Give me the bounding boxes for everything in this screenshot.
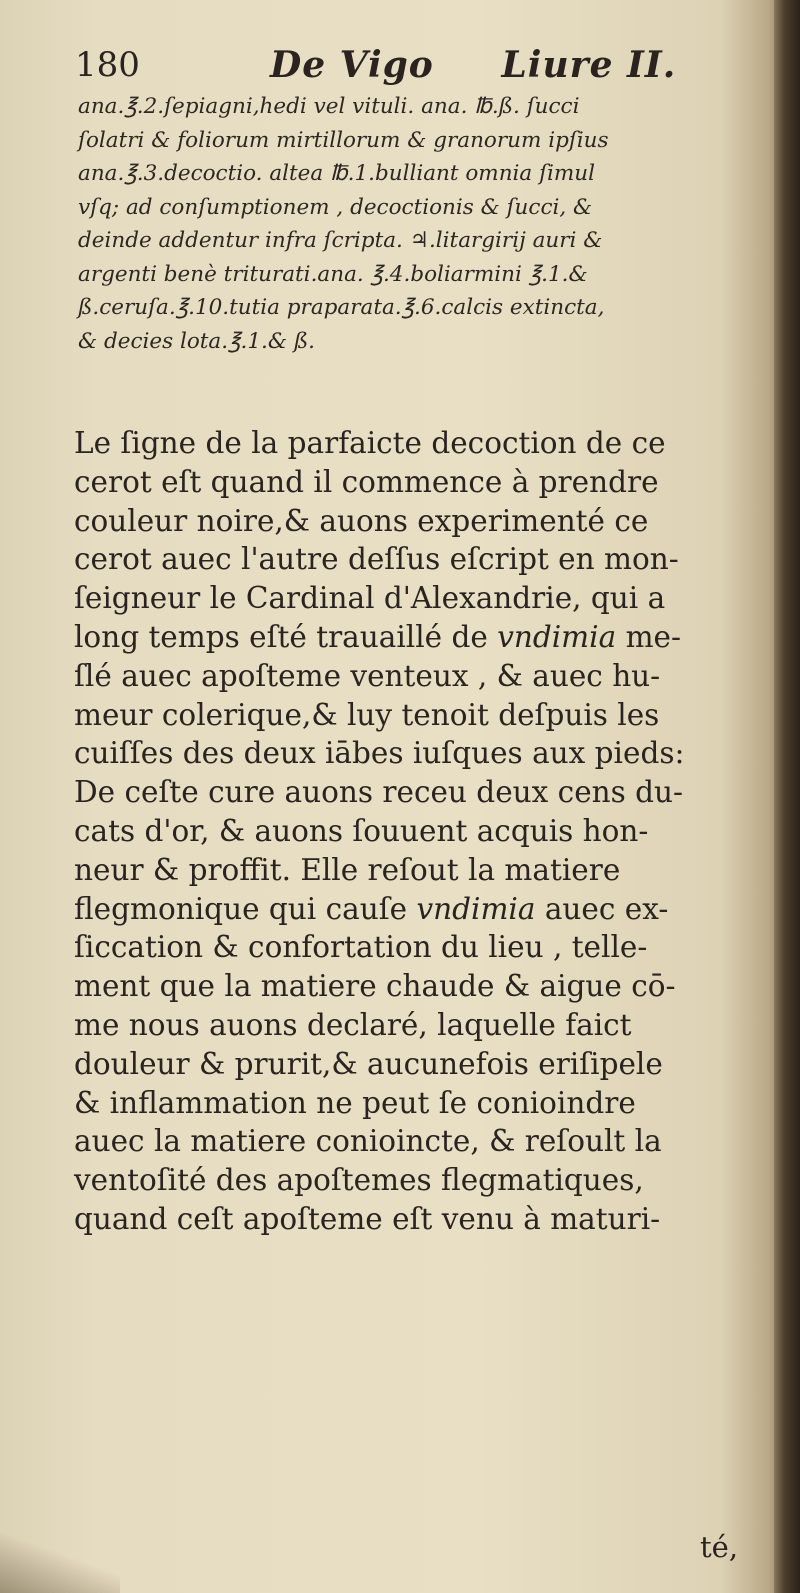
french-line-text: & inflammation ne peut ſe conioindre: [74, 1085, 636, 1120]
french-line: [74, 579, 774, 618]
french-line-text: cats d'or, & auons ſouuent acquis hon-: [74, 813, 649, 848]
french-line-text: auec la matiere conioincte, & reſoult la: [74, 1124, 662, 1159]
latin-recipe-block: [78, 90, 768, 358]
french-line-text: neur & proffit. Elle reſout la matiere: [74, 852, 621, 887]
page-number: 180: [75, 45, 140, 85]
french-body-text: [74, 424, 774, 1239]
french-line-text: ſeigneur le Cardinal d'Alexandrie, qui a: [74, 581, 666, 616]
latin-line: ſolatri & foliorum mirtillorum & granorum ipſius: [78, 127, 609, 153]
latin-line: argenti benè triturati.ana. ℥.4.boliarmini ℥.1.&: [78, 261, 588, 287]
french-line-text: ſiccation & confortation du lieu , telle-: [74, 930, 648, 965]
french-line: [74, 1084, 774, 1123]
french-line: [74, 463, 774, 502]
french-line-text: cerot auec l'autre deſſus eſcript en mon-: [74, 542, 679, 577]
latin-line: deinde addentur infra ſcripta. ♃.litargirij auri &: [78, 228, 603, 253]
french-line: [74, 1122, 774, 1161]
french-line-text: ment que la matiere chaude & aigue cō-: [74, 969, 676, 1004]
latin-line: ana.℥.3.decoctio. altea ℔.1.bulliant omnia ſimul: [78, 161, 596, 186]
french-line: [74, 1161, 774, 1200]
french-line-text-end: auec ex-: [535, 891, 669, 926]
french-line-text: long temps eſté trauaillé de: [74, 619, 498, 654]
french-line: [74, 773, 774, 812]
french-line-text: couleur noire,& auons experimenté ce: [74, 503, 649, 538]
french-line-text: Le ſigne de la parfaicte decoction de ce: [74, 426, 666, 460]
latin-line: ß.ceruſa.℥.10.tutia praparata.℥.6.calcis extincta,: [78, 295, 605, 320]
french-line-text: flegmonique qui cauſe: [74, 891, 417, 926]
catchword: té,: [700, 1530, 739, 1564]
french-line-text-end: me-: [616, 619, 681, 654]
french-line-text: De ceſte cure auons receu deux cens du-: [74, 775, 684, 810]
french-line-text: cerot eſt quand il commence à prendre: [74, 464, 659, 499]
french-line: [74, 928, 774, 967]
latin-line: ana.℥.2.ſepiagni,hedi vel vituli. ana. ℔.ß. ſucci: [78, 94, 580, 119]
french-line: [74, 851, 774, 890]
french-line-text: quand ceſt apoſteme eſt venu à maturi-: [74, 1201, 661, 1236]
italic-term: vndimia: [497, 619, 617, 654]
french-line: [74, 1045, 774, 1084]
french-line: [74, 657, 774, 696]
french-line: [74, 424, 774, 463]
french-line-text: cuiſſes des deux iābes iuſques aux pieds:: [74, 736, 685, 771]
running-head: De Vigo Liure II.: [270, 44, 677, 86]
french-line-text: me nous auons declaré, laquelle faict: [74, 1007, 632, 1042]
french-line-text: meur colerique,& luy tenoit deſpuis les: [74, 697, 660, 732]
french-line: [74, 540, 774, 579]
french-line: [74, 502, 774, 541]
italic-term: vndimia: [416, 891, 536, 926]
french-line: [74, 1006, 774, 1045]
french-line: [74, 696, 774, 735]
french-line: [74, 618, 774, 657]
french-line-text: ventoſité des apoſtemes flegmatiques,: [74, 1163, 644, 1198]
french-line: [74, 812, 774, 851]
latin-line: vſq; ad conſumptionem , decoctionis & ſucci, &: [78, 194, 593, 220]
french-line-text: douleur & prurit,& aucunefois eriſipele: [74, 1046, 663, 1081]
french-line: [74, 890, 774, 929]
page-corner-shadow: [0, 1533, 120, 1593]
french-line: [74, 1200, 774, 1239]
french-line-text: ſlé auec apoſteme venteux , & auec hu-: [74, 658, 661, 693]
latin-line: & decies lota.℥.1.& ß.: [78, 328, 316, 354]
book-spine-edge: [774, 0, 800, 1593]
page-header: [75, 40, 695, 90]
french-line: [74, 967, 774, 1006]
french-line: [74, 734, 774, 773]
